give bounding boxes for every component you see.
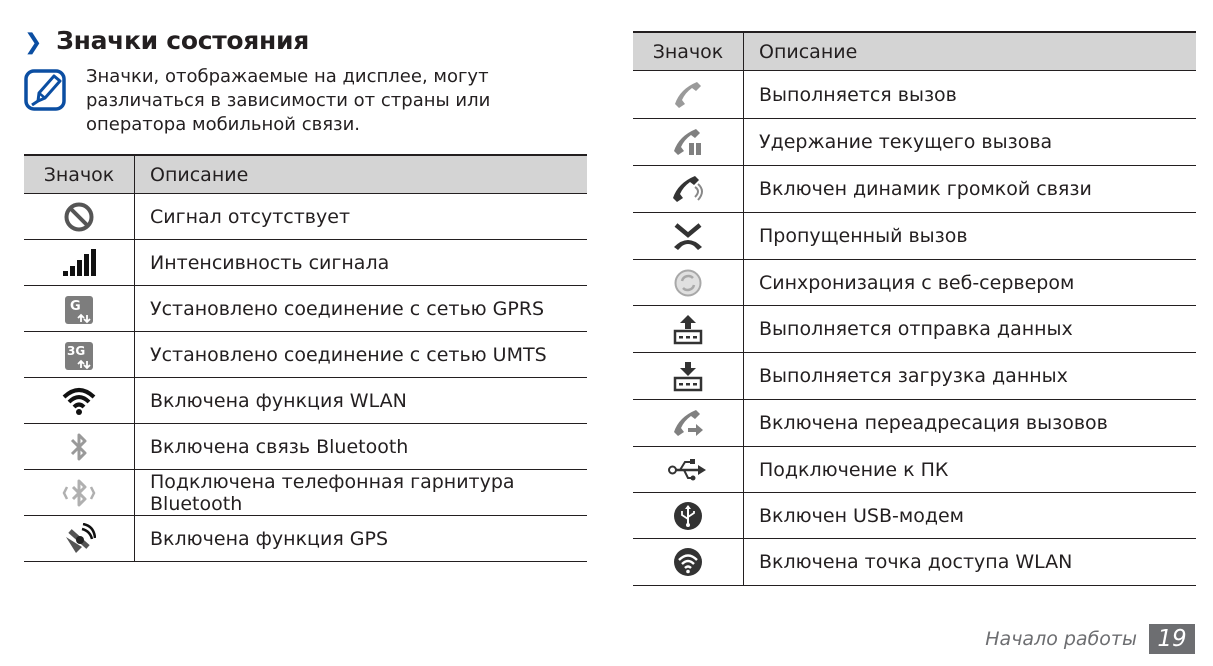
pc-connection-icon [668,457,708,483]
row-description: Включена связь Bluetooth [135,424,588,470]
row-description: Сигнал отсутствует [135,194,588,240]
row-description: Включена функция GPS [135,516,588,562]
missed-call-icon [672,221,704,251]
header-icon: Значок [24,155,135,194]
wlan-hotspot-icon [673,547,703,577]
bluetooth-headset-icon [62,477,96,509]
row-description: Интенсивность сигнала [135,240,588,286]
gprs-icon [64,293,94,325]
header-description: Описание [744,32,1197,71]
chevron-right-icon: ❯ [24,30,43,55]
download-icon [673,360,703,392]
row-description: Включен динамик громкой связи [744,166,1197,213]
table-row [24,194,587,240]
table-header-row [24,155,587,194]
row-description: Удержание текущего вызова [744,119,1197,166]
table-row [633,539,1196,586]
status-icons-table-left [24,154,587,562]
header-icon: Значок [633,32,744,71]
call-on-hold-icon [672,126,704,158]
table-row [633,306,1196,353]
row-description: Включена переадресация вызовов [744,400,1197,447]
row-description: Включен USB-модем [744,493,1197,539]
page-number: 19 [1149,624,1195,654]
no-signal-icon [63,201,95,233]
header-description: Описание [135,155,588,194]
gps-icon [62,523,96,555]
call-forwarding-icon [672,407,704,439]
footer-section-name: Начало работы [985,628,1137,650]
row-description: Включена функция WLAN [135,378,588,424]
row-description: Установлено соединение с сетью UMTS [135,332,588,378]
table-row [24,516,587,562]
page-footer [985,624,1195,654]
row-description: Выполняется загрузка данных [744,353,1197,400]
bluetooth-icon [68,431,90,463]
table-row [633,119,1196,166]
section-title [24,26,309,55]
table-row [24,286,587,332]
row-description: Пропущенный вызов [744,213,1197,260]
upload-icon [673,313,703,345]
table-row [633,400,1196,447]
wlan-icon [61,385,97,417]
table-row [633,166,1196,213]
row-description: Подключена телефонная гарнитура Bluetooth [135,470,588,516]
usb-modem-icon [673,501,703,531]
note-text: Значки, отображаемые на дисплее, могут различаться в зависимости от страны или оператора мобильной связи. [86,66,491,135]
table-row [24,240,587,286]
table-row [24,470,587,516]
table-header-row [633,32,1196,71]
row-description: Подключение к ПК [744,447,1197,493]
signal-strength-icon [61,248,97,278]
svg-text:G: G [70,298,81,314]
sync-icon [673,268,703,298]
section-title-text: Значки состояния [56,26,309,55]
umts-icon [64,339,94,371]
row-description: Выполняется вызов [744,71,1197,119]
table-row [24,424,587,470]
table-row [633,493,1196,539]
table-row [633,260,1196,306]
note-pencil-icon [24,68,68,112]
row-description: Установлено соединение с сетью GPRS [135,286,588,332]
call-in-progress-icon [672,79,704,111]
row-description: Выполняется отправка данных [744,306,1197,353]
table-row [24,378,587,424]
table-row [633,71,1196,119]
row-description: Включена точка доступа WLAN [744,539,1197,586]
speakerphone-icon [671,173,705,205]
svg-text:3G: 3G [67,343,86,358]
table-row [633,353,1196,400]
row-description: Синхронизация с веб-сервером [744,260,1197,306]
table-row [633,447,1196,493]
table-row [24,332,587,378]
table-row [633,213,1196,260]
status-icons-table-right [633,31,1196,586]
